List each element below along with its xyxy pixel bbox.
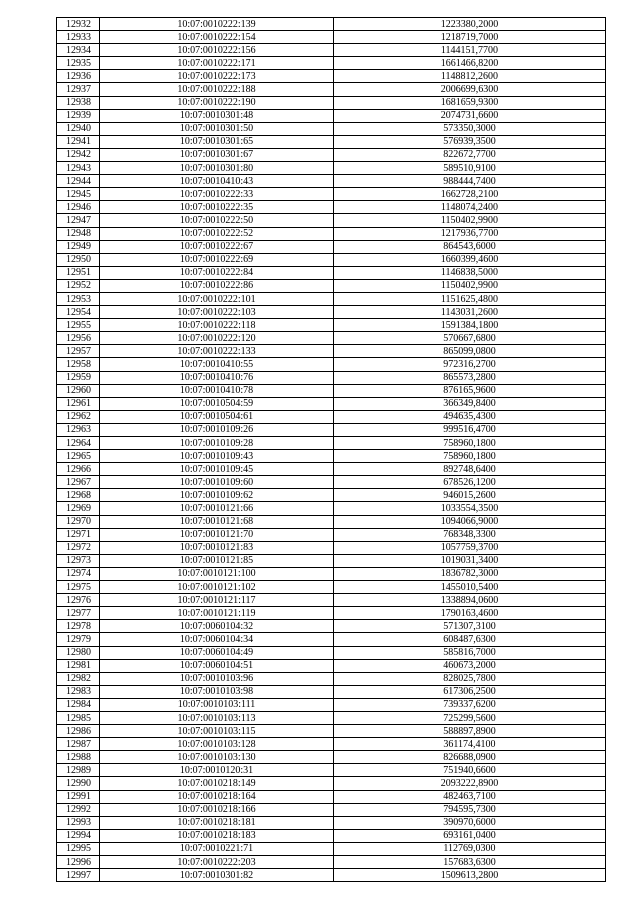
cadastral-number-cell: 10:07:0010222:86: [100, 279, 334, 292]
row-number-cell: 12969: [57, 502, 100, 515]
cadastral-number-cell: 10:07:0010410:76: [100, 371, 334, 384]
table-row: [57, 410, 606, 423]
table-row: [57, 685, 606, 698]
cadastral-number-cell: 10:07:0010410:78: [100, 384, 334, 397]
value-cell: 1148812,2600: [334, 70, 606, 83]
row-number-cell: 12974: [57, 567, 100, 580]
row-number-cell: 12976: [57, 594, 100, 607]
value-cell: 999516,4700: [334, 423, 606, 436]
value-cell: 2074731,6600: [334, 109, 606, 122]
row-number-cell: 12944: [57, 175, 100, 188]
value-cell: 1591384,1800: [334, 319, 606, 332]
cadastral-number-cell: 10:07:0010222:156: [100, 44, 334, 57]
cadastral-number-cell: 10:07:0010109:45: [100, 463, 334, 476]
cadastral-number-cell: 10:07:0010222:118: [100, 319, 334, 332]
cadastral-number-cell: 10:07:0010120:31: [100, 764, 334, 777]
table-row: [57, 345, 606, 358]
row-number-cell: 12992: [57, 803, 100, 816]
row-number-cell: 12947: [57, 214, 100, 227]
cadastral-number-cell: 10:07:0010222:52: [100, 227, 334, 240]
cadastral-number-cell: 10:07:0010218:164: [100, 790, 334, 803]
row-number-cell: 12991: [57, 790, 100, 803]
value-cell: 573350,3000: [334, 122, 606, 135]
value-cell: 617306,2500: [334, 685, 606, 698]
value-cell: 725299,5600: [334, 711, 606, 724]
value-cell: 865573,2800: [334, 371, 606, 384]
value-cell: 758960,1800: [334, 437, 606, 450]
value-cell: 2006699,6300: [334, 83, 606, 96]
row-number-cell: 12971: [57, 528, 100, 541]
table-row: [57, 581, 606, 594]
row-number-cell: 12963: [57, 423, 100, 436]
cadastral-number-cell: 10:07:0010222:173: [100, 70, 334, 83]
cadastral-number-cell: 10:07:0010103:115: [100, 725, 334, 738]
value-cell: 751940,6600: [334, 764, 606, 777]
value-cell: 828025,7800: [334, 672, 606, 685]
table-row: [57, 738, 606, 751]
table-row: [57, 371, 606, 384]
table-row: [57, 659, 606, 672]
row-number-cell: 12973: [57, 554, 100, 567]
row-number-cell: 12937: [57, 83, 100, 96]
value-cell: 112769,0300: [334, 842, 606, 855]
value-cell: 822672,7700: [334, 148, 606, 161]
row-number-cell: 12993: [57, 816, 100, 829]
value-cell: 1151625,4800: [334, 292, 606, 305]
cadastral-number-cell: 10:07:0010218:149: [100, 777, 334, 790]
table-row: [57, 240, 606, 253]
row-number-cell: 12957: [57, 345, 100, 358]
value-cell: 1019031,3400: [334, 554, 606, 567]
row-number-cell: 12960: [57, 384, 100, 397]
cadastral-number-cell: 10:07:0010109:28: [100, 437, 334, 450]
cadastral-number-cell: 10:07:0010410:43: [100, 175, 334, 188]
cadastral-number-cell: 10:07:0010301:67: [100, 148, 334, 161]
value-cell: 1094066,9000: [334, 515, 606, 528]
cadastral-number-cell: 10:07:0010109:43: [100, 450, 334, 463]
cadastral-number-cell: 10:07:0010301:82: [100, 869, 334, 882]
value-cell: 361174,4100: [334, 738, 606, 751]
table-row: [57, 292, 606, 305]
value-cell: 826688,0900: [334, 751, 606, 764]
value-cell: 1148074,2400: [334, 201, 606, 214]
row-number-cell: 12955: [57, 319, 100, 332]
table-body: [57, 18, 606, 882]
table-row: [57, 437, 606, 450]
table-row: [57, 620, 606, 633]
cadastral-number-cell: 10:07:0010121:100: [100, 567, 334, 580]
row-number-cell: 12945: [57, 188, 100, 201]
row-number-cell: 12961: [57, 397, 100, 410]
row-number-cell: 12939: [57, 109, 100, 122]
cadastral-number-cell: 10:07:0010218:166: [100, 803, 334, 816]
cadastral-number-cell: 10:07:0010103:96: [100, 672, 334, 685]
row-number-cell: 12942: [57, 148, 100, 161]
value-cell: 988444,7400: [334, 175, 606, 188]
table-row: [57, 790, 606, 803]
cadastral-number-cell: 10:07:0010109:26: [100, 423, 334, 436]
cadastral-number-cell: 10:07:0010121:85: [100, 554, 334, 567]
cadastral-number-cell: 10:07:0010222:33: [100, 188, 334, 201]
table-row: [57, 31, 606, 44]
table-row: [57, 96, 606, 109]
value-cell: 1150402,9900: [334, 279, 606, 292]
row-number-cell: 12943: [57, 162, 100, 175]
table-row: [57, 476, 606, 489]
row-number-cell: 12958: [57, 358, 100, 371]
table-row: [57, 175, 606, 188]
value-cell: 1150402,9900: [334, 214, 606, 227]
cadastral-number-cell: 10:07:0010218:181: [100, 816, 334, 829]
row-number-cell: 12994: [57, 829, 100, 842]
table-row: [57, 777, 606, 790]
row-number-cell: 12985: [57, 711, 100, 724]
value-cell: 864543,6000: [334, 240, 606, 253]
value-cell: 588897,8900: [334, 725, 606, 738]
table-row: [57, 607, 606, 620]
table-row: [57, 489, 606, 502]
value-cell: 1790163,4600: [334, 607, 606, 620]
value-cell: 678526,1200: [334, 476, 606, 489]
table-row: [57, 711, 606, 724]
value-cell: 576939,3500: [334, 135, 606, 148]
row-number-cell: 12980: [57, 646, 100, 659]
table-row: [57, 725, 606, 738]
table-row: [57, 201, 606, 214]
row-number-cell: 12982: [57, 672, 100, 685]
row-number-cell: 12989: [57, 764, 100, 777]
cadastral-number-cell: 10:07:0010222:190: [100, 96, 334, 109]
row-number-cell: 12970: [57, 515, 100, 528]
cadastral-number-cell: 10:07:0010103:130: [100, 751, 334, 764]
value-cell: 366349,8400: [334, 397, 606, 410]
row-number-cell: 12981: [57, 659, 100, 672]
cadastral-number-cell: 10:07:0010222:103: [100, 306, 334, 319]
row-number-cell: 12940: [57, 122, 100, 135]
table-row: [57, 515, 606, 528]
row-number-cell: 12995: [57, 842, 100, 855]
row-number-cell: 12967: [57, 476, 100, 489]
row-number-cell: 12965: [57, 450, 100, 463]
row-number-cell: 12935: [57, 57, 100, 70]
row-number-cell: 12949: [57, 240, 100, 253]
value-cell: 571307,3100: [334, 620, 606, 633]
value-cell: 157683,6300: [334, 856, 606, 869]
row-number-cell: 12968: [57, 489, 100, 502]
cadastral-number-cell: 10:07:0010222:101: [100, 292, 334, 305]
cadastral-number-cell: 10:07:0010222:188: [100, 83, 334, 96]
cadastral-value-table: [56, 17, 606, 882]
table-row: [57, 463, 606, 476]
value-cell: 794595,7300: [334, 803, 606, 816]
table-row: [57, 57, 606, 70]
cadastral-number-cell: 10:07:0010410:55: [100, 358, 334, 371]
row-number-cell: 12954: [57, 306, 100, 319]
value-cell: 972316,2700: [334, 358, 606, 371]
table-row: [57, 279, 606, 292]
row-number-cell: 12986: [57, 725, 100, 738]
table-row: [57, 554, 606, 567]
cadastral-number-cell: 10:07:0060104:49: [100, 646, 334, 659]
cadastral-number-cell: 10:07:0060104:51: [100, 659, 334, 672]
cadastral-number-cell: 10:07:0010222:84: [100, 266, 334, 279]
value-cell: 494635,4300: [334, 410, 606, 423]
value-cell: 390970,6000: [334, 816, 606, 829]
row-number-cell: 12972: [57, 541, 100, 554]
cadastral-number-cell: 10:07:0010121:70: [100, 528, 334, 541]
row-number-cell: 12953: [57, 292, 100, 305]
table-row: [57, 397, 606, 410]
table-row: [57, 70, 606, 83]
row-number-cell: 12956: [57, 332, 100, 345]
table-row: [57, 633, 606, 646]
table-row: [57, 306, 606, 319]
value-cell: 1660399,4600: [334, 253, 606, 266]
row-number-cell: 12979: [57, 633, 100, 646]
cadastral-number-cell: 10:07:0010222:67: [100, 240, 334, 253]
cadastral-number-cell: 10:07:0010301:50: [100, 122, 334, 135]
value-cell: 1661466,8200: [334, 57, 606, 70]
row-number-cell: 12964: [57, 437, 100, 450]
table-row: [57, 18, 606, 31]
table-row: [57, 109, 606, 122]
value-cell: 585816,7000: [334, 646, 606, 659]
value-cell: 1338894,0600: [334, 594, 606, 607]
cadastral-number-cell: 10:07:0010504:59: [100, 397, 334, 410]
table-row: [57, 541, 606, 554]
value-cell: 1662728,2100: [334, 188, 606, 201]
value-cell: 570667,6800: [334, 332, 606, 345]
row-number-cell: 12988: [57, 751, 100, 764]
value-cell: 1146838,5000: [334, 266, 606, 279]
table-row: [57, 83, 606, 96]
cadastral-number-cell: 10:07:0010121:83: [100, 541, 334, 554]
value-cell: 1509613,2800: [334, 869, 606, 882]
row-number-cell: 12950: [57, 253, 100, 266]
value-cell: 589510,9100: [334, 162, 606, 175]
value-cell: 1218719,7000: [334, 31, 606, 44]
cadastral-number-cell: 10:07:0060104:32: [100, 620, 334, 633]
row-number-cell: 12959: [57, 371, 100, 384]
table-row: [57, 358, 606, 371]
table-row: [57, 227, 606, 240]
row-number-cell: 12990: [57, 777, 100, 790]
table-row: [57, 135, 606, 148]
value-cell: 1223380,2000: [334, 18, 606, 31]
table-row: [57, 856, 606, 869]
value-cell: 1681659,9300: [334, 96, 606, 109]
cadastral-number-cell: 10:07:0010222:133: [100, 345, 334, 358]
table-row: [57, 162, 606, 175]
cadastral-number-cell: 10:07:0010222:139: [100, 18, 334, 31]
table-row: [57, 594, 606, 607]
table-row: [57, 148, 606, 161]
value-cell: 1836782,3000: [334, 567, 606, 580]
cadastral-number-cell: 10:07:0010109:62: [100, 489, 334, 502]
table-row: [57, 646, 606, 659]
value-cell: 1455010,5400: [334, 581, 606, 594]
table-row: [57, 188, 606, 201]
row-number-cell: 12951: [57, 266, 100, 279]
row-number-cell: 12933: [57, 31, 100, 44]
cadastral-number-cell: 10:07:0010222:171: [100, 57, 334, 70]
row-number-cell: 12962: [57, 410, 100, 423]
cadastral-number-cell: 10:07:0010222:154: [100, 31, 334, 44]
row-number-cell: 12966: [57, 463, 100, 476]
value-cell: 2093222,8900: [334, 777, 606, 790]
table-row: [57, 423, 606, 436]
table-row: [57, 44, 606, 57]
cadastral-number-cell: 10:07:0010109:60: [100, 476, 334, 489]
table-row: [57, 502, 606, 515]
cadastral-number-cell: 10:07:0060104:34: [100, 633, 334, 646]
cadastral-number-cell: 10:07:0010222:35: [100, 201, 334, 214]
cadastral-number-cell: 10:07:0010121:102: [100, 581, 334, 594]
row-number-cell: 12948: [57, 227, 100, 240]
cadastral-number-cell: 10:07:0010103:98: [100, 685, 334, 698]
value-cell: 1144151,7700: [334, 44, 606, 57]
cadastral-number-cell: 10:07:0010301:80: [100, 162, 334, 175]
cadastral-number-cell: 10:07:0010301:65: [100, 135, 334, 148]
row-number-cell: 12977: [57, 607, 100, 620]
value-cell: 739337,6200: [334, 698, 606, 711]
table-row: [57, 672, 606, 685]
row-number-cell: 12997: [57, 869, 100, 882]
value-cell: 865099,0800: [334, 345, 606, 358]
table-row: [57, 751, 606, 764]
row-number-cell: 12975: [57, 581, 100, 594]
cadastral-number-cell: 10:07:0010218:183: [100, 829, 334, 842]
cadastral-number-cell: 10:07:0010121:66: [100, 502, 334, 515]
value-cell: 758960,1800: [334, 450, 606, 463]
value-cell: 1217936,7700: [334, 227, 606, 240]
row-number-cell: 12996: [57, 856, 100, 869]
table-row: [57, 266, 606, 279]
cadastral-number-cell: 10:07:0010504:61: [100, 410, 334, 423]
table-row: [57, 829, 606, 842]
row-number-cell: 12983: [57, 685, 100, 698]
value-cell: 482463,7100: [334, 790, 606, 803]
row-number-cell: 12938: [57, 96, 100, 109]
value-cell: 946015,2600: [334, 489, 606, 502]
value-cell: 768348,3300: [334, 528, 606, 541]
cadastral-number-cell: 10:07:0010301:48: [100, 109, 334, 122]
row-number-cell: 12936: [57, 70, 100, 83]
table-row: [57, 698, 606, 711]
cadastral-number-cell: 10:07:0010121:68: [100, 515, 334, 528]
table-row: [57, 253, 606, 266]
value-cell: 1143031,2600: [334, 306, 606, 319]
table-row: [57, 764, 606, 777]
cadastral-number-cell: 10:07:0010121:119: [100, 607, 334, 620]
cadastral-number-cell: 10:07:0010121:117: [100, 594, 334, 607]
row-number-cell: 12987: [57, 738, 100, 751]
row-number-cell: 12984: [57, 698, 100, 711]
table-row: [57, 122, 606, 135]
row-number-cell: 12978: [57, 620, 100, 633]
value-cell: 876165,9600: [334, 384, 606, 397]
table-row: [57, 332, 606, 345]
table-row: [57, 567, 606, 580]
cadastral-number-cell: 10:07:0010103:128: [100, 738, 334, 751]
value-cell: 608487,6300: [334, 633, 606, 646]
table-row: [57, 214, 606, 227]
table-row: [57, 803, 606, 816]
cadastral-number-cell: 10:07:0010103:111: [100, 698, 334, 711]
value-cell: 892748,6400: [334, 463, 606, 476]
row-number-cell: 12946: [57, 201, 100, 214]
value-cell: 693161,0400: [334, 829, 606, 842]
value-cell: 1057759,3700: [334, 541, 606, 554]
cadastral-number-cell: 10:07:0010222:203: [100, 856, 334, 869]
table-row: [57, 450, 606, 463]
table-row: [57, 528, 606, 541]
table-row: [57, 869, 606, 882]
table-row: [57, 319, 606, 332]
table-row: [57, 842, 606, 855]
row-number-cell: 12932: [57, 18, 100, 31]
table-row: [57, 816, 606, 829]
row-number-cell: 12952: [57, 279, 100, 292]
cadastral-number-cell: 10:07:0010103:113: [100, 711, 334, 724]
row-number-cell: 12934: [57, 44, 100, 57]
table-row: [57, 384, 606, 397]
row-number-cell: 12941: [57, 135, 100, 148]
cadastral-number-cell: 10:07:0010222:50: [100, 214, 334, 227]
value-cell: 1033554,3500: [334, 502, 606, 515]
cadastral-number-cell: 10:07:0010222:69: [100, 253, 334, 266]
cadastral-number-cell: 10:07:0010221:71: [100, 842, 334, 855]
value-cell: 460673,2000: [334, 659, 606, 672]
cadastral-number-cell: 10:07:0010222:120: [100, 332, 334, 345]
